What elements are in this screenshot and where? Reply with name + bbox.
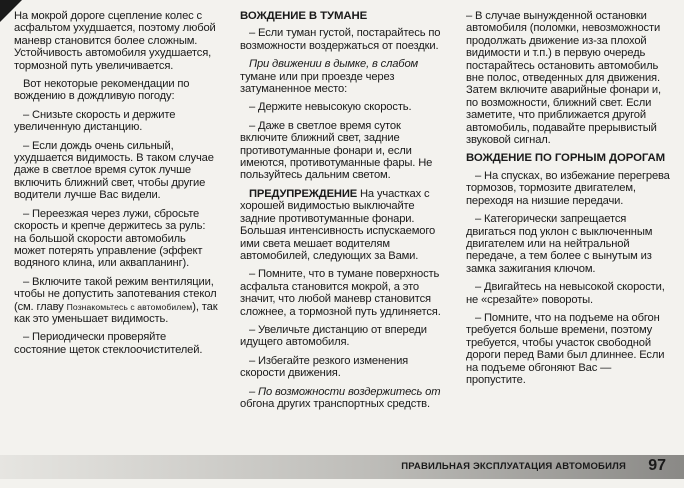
paragraph: Вот некоторые рекомендации по вождению в дождливую погоду: <box>14 78 190 103</box>
list-item: – Помните, что в тумане поверхность асфальта становится мокрой, а это значит, что любой маневр становится сложнее, а тормозной путь удлиняется. <box>240 268 441 318</box>
paragraph <box>240 58 444 95</box>
list-item: – Если дождь очень сильный, ухудшается видимость. В таком случае даже в светлое время суток лучше включить ближний свет, чтобы другие водители лучше Вас видели. <box>14 139 214 202</box>
list-item <box>14 276 218 326</box>
text-span: тумане или при проезде через затуманенное место: <box>240 70 395 96</box>
warning-block <box>240 188 444 262</box>
list-item: – В случае вынужденной остановки автомобиля (поломки, невозможности продолжать движение из-за плохой видимости и т.п.) в первую очередь постарайтесь остановить автомобиль вне полос, отведенных для движения. Затем включите аварийные фонари и, по возможности, ближний свет. Если заметите, что приближается другой автомобиль, подавайте прерывистый звуковой сигнал. <box>466 10 661 147</box>
warning-text: На участках с хорошей видимостью выключайте задние противотуманные фонари. Большая интенсивность испускаемого ими света мешает водителям автомобилей, следующих за Вами. <box>240 187 436 262</box>
section-heading-fog: ВОЖДЕНИЕ В ТУМАНЕ <box>240 10 368 22</box>
list-item: – Категорически запрещается двигаться под уклон с выключенным двигателем или на нейтральной передаче, а тем более с вынутым из замка зажигания ключом. <box>466 213 653 275</box>
list-item: – Увеличьте дистанцию от впереди идущего автомобиля. <box>240 323 427 349</box>
page-footer <box>0 455 684 479</box>
section-heading-mountain: ВОЖДЕНИЕ ПО ГОРНЫМ ДОРОГАМ <box>466 152 665 165</box>
list-item: – Даже в светлое время суток включите ближний свет, задние противотуманные фонари и, если имеются, противотуманные фары. Не пользуйтесь дальним светом. <box>240 119 433 182</box>
italic-lead: – По возможности воздержитесь от <box>249 385 441 398</box>
text-span: обгона других транспортных средств. <box>240 397 430 410</box>
list-item: – Снизьте скорость и держите увеличенную дистанцию. <box>14 108 176 134</box>
italic-lead: При движении в дымке, в слабом <box>249 58 419 71</box>
column-2 <box>240 8 444 416</box>
list-item <box>240 386 444 411</box>
chapter-reference: Познакомьтесь с автомобилем <box>66 301 193 312</box>
paragraph: На мокрой дороге сцепление колес с асфальтом ухудшается, поэтому любой маневр становится более сложным. Устойчивость автомобиля ухудшается, тормозной путь увеличивается. <box>14 10 216 72</box>
column-1 <box>14 8 218 362</box>
column-3 <box>466 8 670 392</box>
list-item: – Переезжая через лужи, сбросьте скорость и крепче держитесь за руль: на большой скорости автомобиль может потерять управление (эффект водяного клина, или аквапланинг). <box>14 207 206 270</box>
text-span: – Включите такой режим вентиляции, чтобы не допустить запотевания стекол (см. главу <box>14 275 217 313</box>
list-item: – Если туман густой, постарайтесь по возможности воздержаться от поездки. <box>240 27 441 52</box>
text-span: ), так как это уменьшает видимость. <box>14 300 218 325</box>
list-item: – Избегайте резкого изменения скорости движения. <box>240 354 409 380</box>
page-number: 97 <box>648 457 666 474</box>
footer-section-title: ПРАВИЛЬНАЯ ЭКСПЛУАТАЦИЯ АВТОМОБИЛЯ <box>401 461 626 472</box>
list-item: – Периодически проверяйте состояние щеток стеклоочистителей. <box>14 331 203 356</box>
list-item: – Двигайтесь на невысокой скорости, не «срезайте» повороты. <box>466 281 665 306</box>
list-item: – На спусках, во избежание перегрева тормозов, тормозите двигателем, переходя на низшие передачи. <box>466 169 670 207</box>
list-item: – Держите невысокую скорость. <box>249 101 412 114</box>
list-item: – Помните, что на подъеме на обгон требуется больше времени, поэтому требуется, чтобы участок свободной дороги перед Вами был длиннее. Если на подъеме обгоняют Вас — пропустите. <box>466 311 665 386</box>
warning-label: ПРЕДУПРЕЖДЕНИЕ <box>249 187 358 200</box>
